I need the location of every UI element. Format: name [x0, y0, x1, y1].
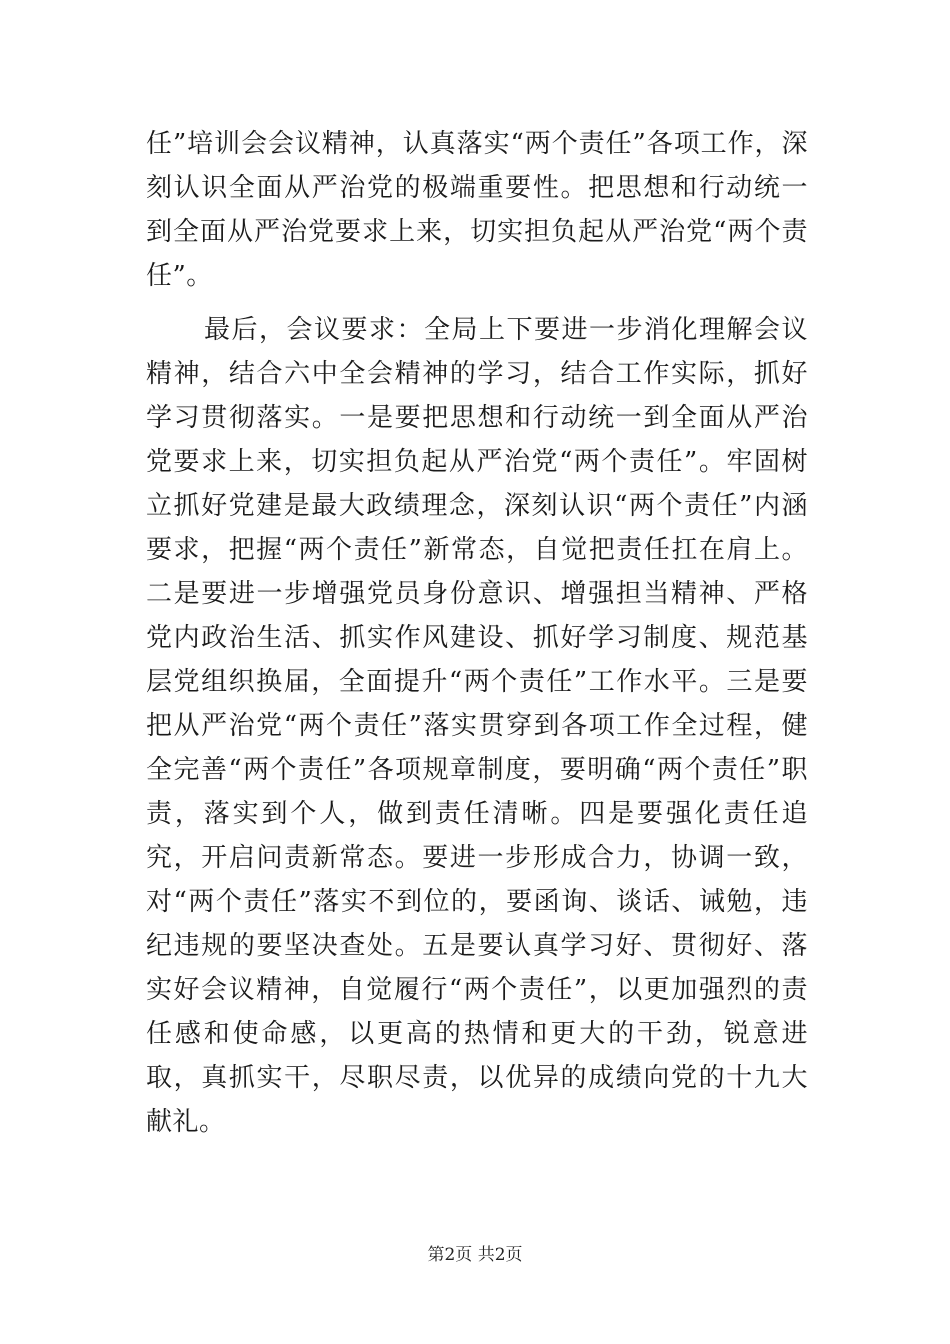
document-body [146, 122, 808, 1144]
paragraph-continuation: 任”培训会会议精神，认真落实“两个责任”各项工作，深刻认识全面从严治党的极端重要性。把思想和行动统一到全面从严治党要求上来，切实担负起从严治党“两个责任”。 [146, 129, 808, 291]
paragraph-meeting-requirements: 最后，会议要求：全局上下要进一步消化理解会议精神，结合六中全会精神的学习，结合工作实际，抓好学习贯彻落实。一是要把思想和行动统一到全面从严治党要求上来，切实担负起从严治党“两个责任”。牢固树立抓好党建是最大政绩理念，深刻认识“两个责任”内涵要求，把握“两个责任”新常态，自觉把责任扛在肩上。二是要进一步增强党员身份意识、增强担当精神、严格党内政治生活、抓实作风建设、抓好学习制度、规范基层党组织换届，全面提升“两个责任”工作水平。三是要把从严治党“两个责任”落实贯穿到各项工作全过程，健全完善“两个责任”各项规章制度，要明确“两个责任”职责，落实到个人，做到责任清晰。四是要强化责任追究，开启问责新常态。要进一步形成合力，协调一致，对“两个责任”落实不到位的，要函询、谈话、诫勉，违纪违规的要坚决查处。五是要认真学习好、贯彻好、落实好会议精神，自觉履行“两个责任”，以更加强烈的责任感和使命感，以更高的热情和更大的干劲，锐意进取，真抓实干，尽职尽责，以优异的成绩向党的十九大献礼。 [146, 315, 808, 1137]
page-number-footer: 第2页 共2页 [427, 1245, 523, 1265]
